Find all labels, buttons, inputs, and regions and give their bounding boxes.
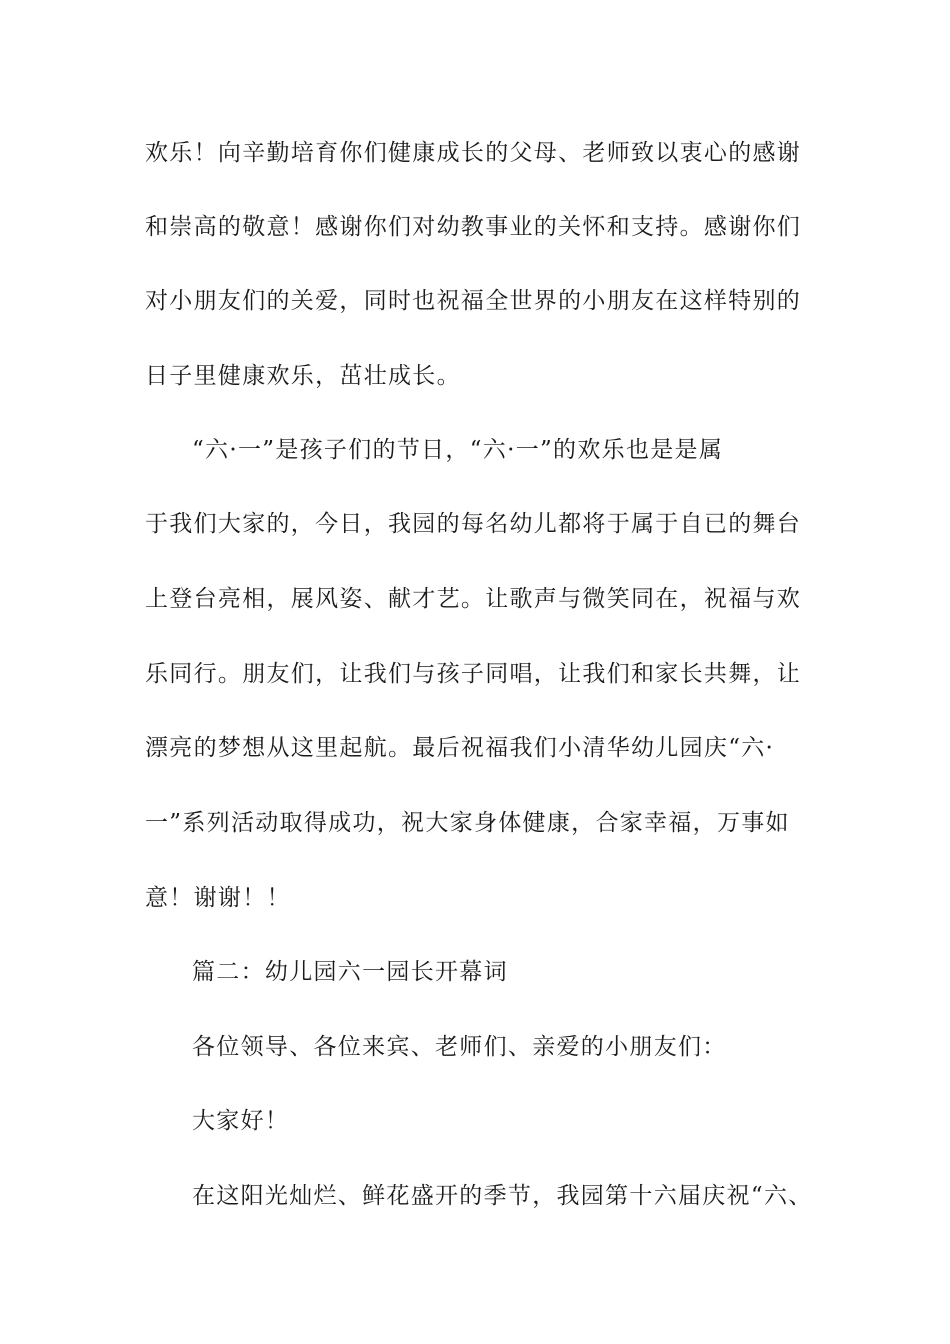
greeting-line: 大家好！ xyxy=(192,1108,290,1134)
paragraph-line: 意！谢谢！！ xyxy=(145,885,291,911)
paragraph-line: 在这阳光灿烂、鲜花盛开的季节，我园第十六届庆祝“六、 xyxy=(192,1183,813,1209)
section-heading: 篇二：幼儿园六一园长开幕词 xyxy=(192,959,508,985)
paragraph-line: 和崇高的敬意！感谢你们对幼教事业的关怀和支持。感谢你们 xyxy=(145,214,802,240)
paragraph-line: 乐同行。朋友们，让我们与孩子同唱，让我们和家长共舞，让 xyxy=(145,661,802,687)
paragraph-line: 对小朋友们的关爱，同时也祝福全世界的小朋友在这样特别的 xyxy=(145,288,802,314)
paragraph-line: 欢乐！向辛勤培育你们健康成长的父母、老师致以衷心的感谢 xyxy=(145,140,802,166)
salutation-line: 各位领导、各位来宾、老师们、亲爱的小朋友们： xyxy=(192,1034,727,1060)
paragraph-line: 漂亮的梦想从这里起航。最后祝福我们小清华幼儿园庆“六· xyxy=(145,735,775,761)
paragraph-line: 日子里健康欢乐，茁壮成长。 xyxy=(145,363,461,389)
paragraph-line: 上登台亮相，展风姿、献才艺。让歌声与微笑同在，祝福与欢 xyxy=(145,586,802,612)
paragraph-line: 一”系列活动取得成功，祝大家身体健康，合家幸福，万事如 xyxy=(145,810,790,836)
paragraph-line: “六·一”是孩子们的节日，“六·一”的欢乐也是是属 xyxy=(192,437,724,463)
paragraph-line: 于我们大家的，今日，我园的每名幼儿都将于属于自已的舞台 xyxy=(145,511,802,537)
